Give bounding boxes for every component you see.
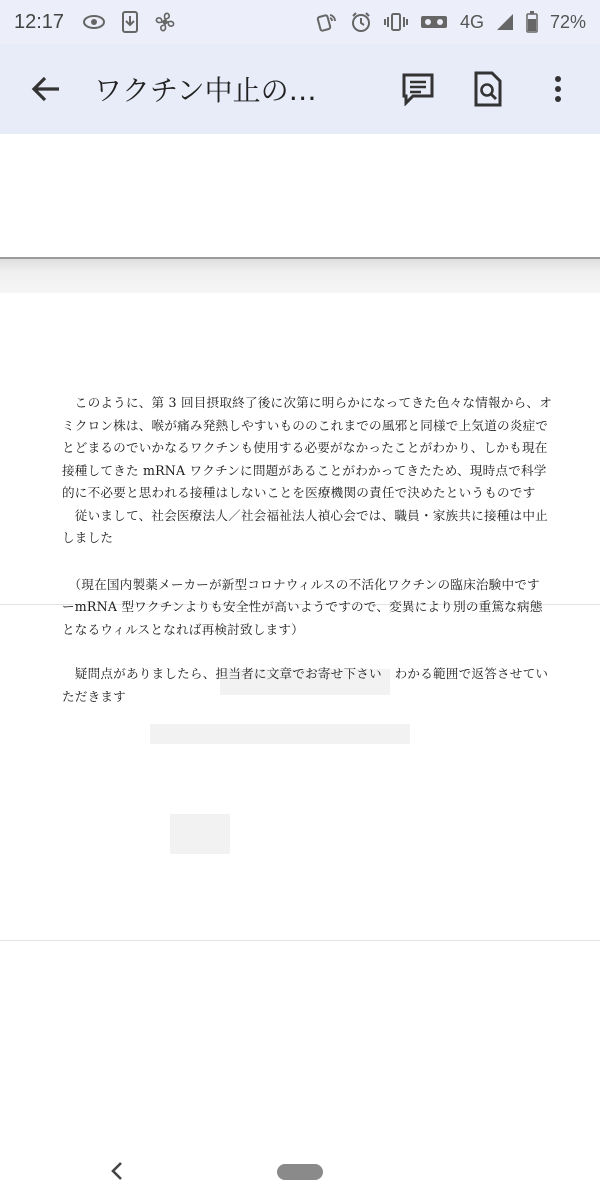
document-viewport[interactable] — [0, 134, 600, 1144]
back-arrow-icon — [31, 76, 61, 102]
document-text — [62, 392, 552, 708]
find-in-page-icon — [473, 71, 503, 107]
page-divider — [0, 257, 600, 293]
bleed-through-mark — [170, 814, 230, 854]
hotspot-icon — [420, 12, 448, 32]
paragraph: 従いまして、社会医療法人／社会福祉法人禎心会では、職員・家族共に接種は中止しました — [62, 507, 548, 545]
more-vert-icon — [554, 75, 562, 103]
nav-back-button[interactable] — [104, 1158, 130, 1184]
paragraph: 疑問点がありましたら、担当者に文章でお寄せ下さい わかる範囲で返答させていただきます — [62, 666, 549, 704]
document-title: ワクチン中止の… — [94, 74, 317, 107]
status-time: 12:17 — [14, 10, 65, 33]
find-in-page-button[interactable] — [466, 67, 510, 111]
eye-icon — [82, 14, 106, 30]
vibrate-icon — [384, 12, 408, 32]
navigation-bar — [0, 1144, 600, 1200]
nav-back-icon — [110, 1161, 124, 1181]
battery-percent: 72% — [549, 11, 586, 32]
alarm-icon — [350, 11, 372, 33]
battery-icon — [526, 11, 538, 33]
signal-icon — [496, 13, 514, 31]
home-pill-icon[interactable] — [277, 1164, 323, 1180]
download-icon — [122, 11, 138, 33]
comment-button[interactable] — [396, 67, 440, 111]
status-bar — [0, 0, 600, 44]
bleed-through-mark — [150, 724, 410, 744]
back-button[interactable] — [20, 63, 72, 115]
bleed-through-line — [0, 940, 600, 941]
paragraph: （現在国内製薬メーカーが新型コロナウィルスの不活化ワクチンの臨床治験中ですーmRNA 型ワクチンよりも安全性が高いようですので、変異により別の重篤な病態となるウィルスとなれば再検討致します） — [62, 576, 543, 637]
more-options-button[interactable] — [536, 67, 580, 111]
nfc-icon — [316, 11, 338, 33]
app-bar — [0, 44, 600, 134]
paragraph: このように、第 3 回目摂取終了後に次第に明らかになってきた色々な情報から、オミクロン株は、喉が痛み発熱しやすいもののこれまでの風邪と同様で上気道の炎症でとどまるのでいかなるワクチンも使用する必要がなかったことがわかり、しかも現在接種してきた mRNA ワクチンに問題があることがわかってきたため、現時点で科学的に不必要と思われる接種はしないことを医療機関の責任で決めたというものです — [62, 395, 552, 500]
comment-icon — [401, 72, 435, 106]
fan-icon — [154, 11, 176, 33]
network-type: 4G — [459, 11, 484, 32]
